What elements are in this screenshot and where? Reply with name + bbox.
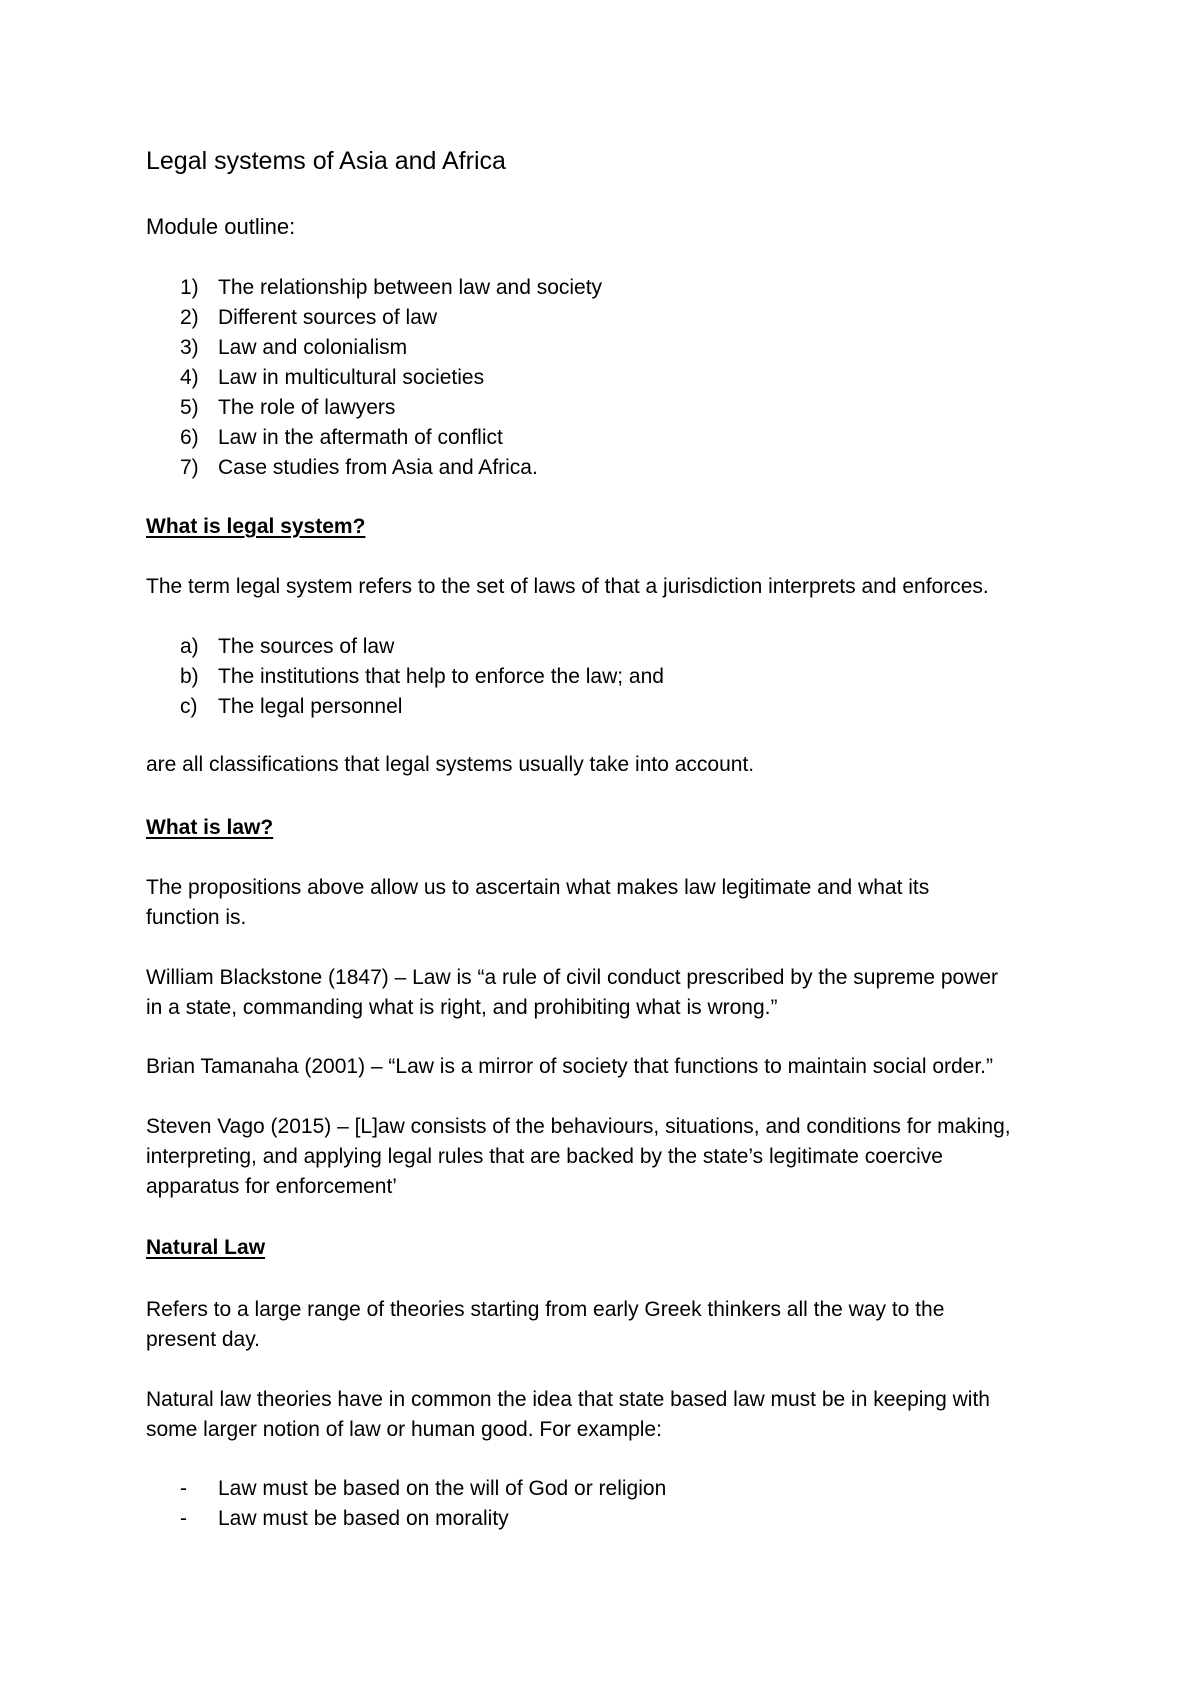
legal-system-closing: are all classifications that legal systems usually take into account.	[146, 753, 755, 776]
dash-bullet: -	[180, 1477, 187, 1500]
section-heading-natural-law: Natural Law	[146, 1236, 266, 1259]
paragraph-line: Refers to a large range of theories starting from early Greek thinkers all the way to the	[146, 1298, 945, 1321]
list-marker: b)	[180, 665, 199, 688]
paragraph-line: Natural law theories have in common the idea that state based law must be in keeping with	[146, 1388, 990, 1411]
outline-label: Module outline:	[146, 214, 296, 239]
blackstone-quote-line: William Blackstone (1847) – Law is “a rule of civil conduct prescribed by the supreme power	[146, 966, 999, 989]
list-marker: 2)	[180, 306, 199, 329]
paragraph-line: The propositions above allow us to ascertain what makes law legitimate and what its	[146, 876, 930, 899]
list-marker: 1)	[180, 276, 199, 299]
list-item-text: The legal personnel	[218, 695, 403, 718]
paragraph-line: function is.	[146, 906, 247, 929]
list-item-text: Law must be based on morality	[218, 1507, 509, 1530]
list-marker: 3)	[180, 336, 199, 359]
section-heading-what-is-law: What is law?	[146, 816, 274, 839]
paragraph-line: some larger notion of law or human good. For example:	[146, 1418, 662, 1441]
vago-quote-line: Steven Vago (2015) – [L]aw consists of the behaviours, situations, and conditions for making,	[146, 1115, 1011, 1138]
list-marker: 6)	[180, 426, 199, 449]
vago-quote-line: apparatus for enforcement’	[146, 1175, 397, 1198]
dash-bullet: -	[180, 1507, 187, 1530]
vago-quote-line: interpreting, and applying legal rules that are backed by the state’s legitimate coercive	[146, 1145, 943, 1168]
list-item-text: Law in the aftermath of conflict	[218, 426, 503, 449]
list-item-text: Law in multicultural societies	[218, 366, 485, 389]
tamanaha-quote: Brian Tamanaha (2001) – “Law is a mirror of society that functions to maintain social order.”	[146, 1055, 994, 1078]
list-item-text: The role of lawyers	[218, 396, 396, 419]
list-item-text: Different sources of law	[218, 306, 438, 329]
list-marker: c)	[180, 695, 198, 718]
document-title: Legal systems of Asia and Africa	[146, 147, 506, 175]
list-marker: 7)	[180, 456, 199, 479]
legal-system-intro: The term legal system refers to the set of laws of that a jurisdiction interprets and enforces.	[146, 575, 989, 598]
list-item-text: The sources of law	[218, 635, 395, 658]
list-item-text: Case studies from Asia and Africa.	[218, 456, 538, 479]
section-heading-legal-system: What is legal system?	[146, 515, 366, 538]
paragraph-line: present day.	[146, 1328, 261, 1351]
list-item-text: Law and colonialism	[218, 336, 408, 359]
list-marker: a)	[180, 635, 199, 658]
list-item-text: The institutions that help to enforce the law; and	[218, 665, 664, 688]
blackstone-quote-line: in a state, commanding what is right, and prohibiting what is wrong.”	[146, 996, 778, 1019]
list-marker: 4)	[180, 366, 199, 389]
list-marker: 5)	[180, 396, 199, 419]
list-item-text: The relationship between law and society	[218, 276, 603, 299]
list-item-text: Law must be based on the will of God or religion	[218, 1477, 667, 1500]
